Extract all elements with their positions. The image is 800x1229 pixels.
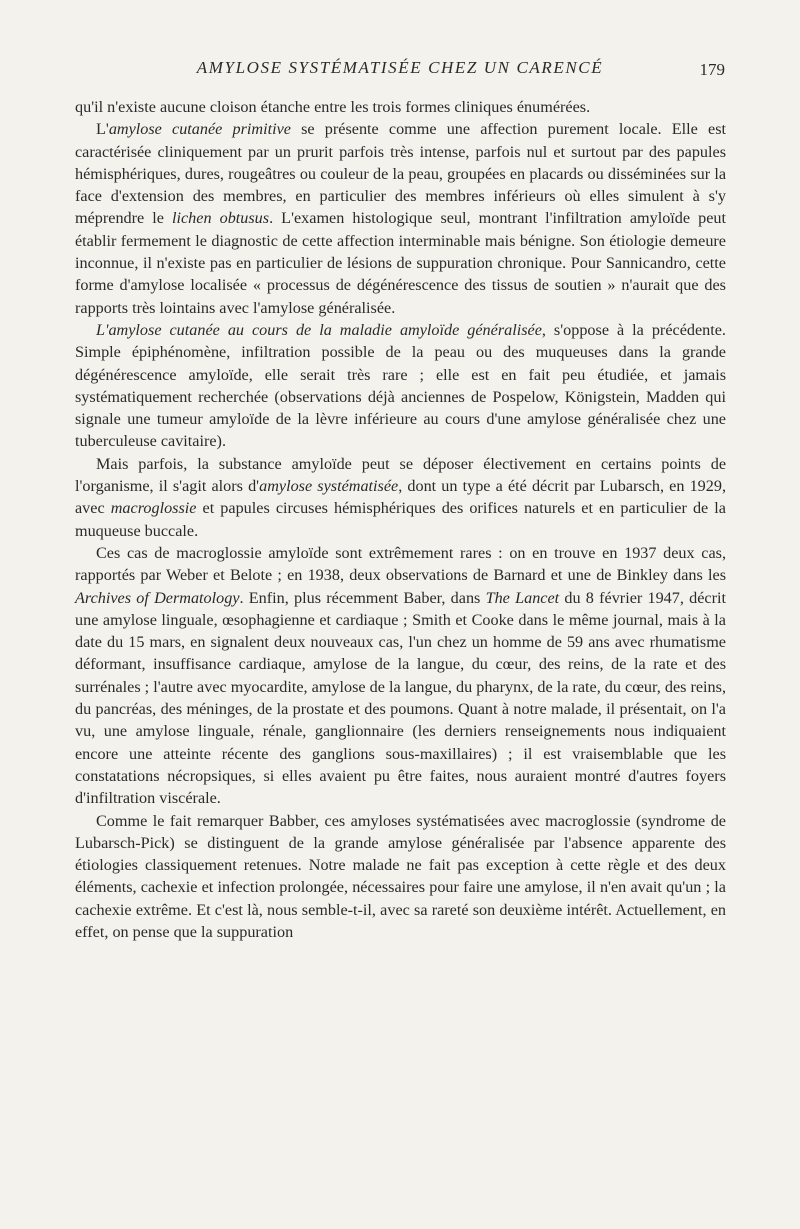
italic-term: The Lancet	[485, 588, 560, 607]
italic-term: amylose systématisée	[259, 477, 399, 496]
text-segment: L'	[96, 120, 109, 139]
text-segment: Comme le fait remarquer Babber, ces amyloses systématisées avec macroglossie (syndrome de Lubarsch-Pick) se distinguent de la grande amylose généralisée par l'absence apparente des étiologies classiquement retenues. Notre malade ne fait pas exception à cette règle et des deux éléments, cachexie et infection prolongée, nécessaires pour faire une amylose, il n'en avait qu'un ; la cachexie extrême. Et c'est là, nous semble-t-il, avec sa rareté son deuxième intérêt. Actuellement, en effet, on pense que la suppuration	[75, 811, 726, 941]
body-text	[75, 96, 726, 943]
text-segment: du 8 février 1947, décrit une amylose linguale, œsophagienne et cardiaque ; Smith et Cooke dans le même journal, mais à la date du 15 mars, en signalent deux nouveaux cas, l'un chez un homme de 59 ans avec rhumatisme déformant, insuffisance cardiaque, amylose de la langue, du cœur, des reins, de la rate et des surrénales ; l'autre avec myocardite, amylose de la langue, du pharynx, de la rate, du cœur, des reins, du pancréas, des méninges, de la prostate et des poumons. Quant à notre malade, il présentait, on l'a vu, une amylose linguale, rénale, ganglionnaire (les derniers renseignements nous indiquaient encore une atteinte récente des ganglions sous-maxillaires) ; il est vraisemblable que les constatations nécropsiques, si elles avaient pu être faites, nous auraient montré d'autres foyers d'infiltration viscérale.	[75, 588, 727, 808]
paragraph-2	[75, 118, 726, 319]
text-segment: Mais parfois, la substance amyloïde peut se déposer électivement en certains points de l'organisme, il s'agit alors d'	[75, 454, 726, 496]
italic-term: macroglossie	[110, 499, 197, 518]
italic-term: amylose cutanée primitive	[108, 120, 291, 139]
text-segment: . Enfin, plus récemment Baber, dans	[239, 588, 486, 607]
italic-term: L'amylose cutanée au cours de la maladie amyloïde généralisée	[96, 320, 542, 339]
paragraph-4	[75, 453, 726, 542]
text-segment: , s'oppose à la précédente. Simple épiphénomène, infiltration possible de la peau ou des muqueuses dans la grande dégénérescence amyloïde, elle serait très rare ; elle est en fait peu étudiée, et jamais systématiquement recherchée (observations déjà anciennes de Pospelow, Königstein, Madden qui signale une tumeur amyloïde de la lèvre inférieure au cours d'une amylose généralisée chez une tuberculeuse cavitaire).	[75, 320, 726, 451]
page-number: 179	[699, 60, 725, 79]
running-title: AMYLOSE SYSTÉMATISÉE CHEZ UN CARENCÉ	[196, 58, 604, 77]
paragraph-3	[75, 319, 726, 453]
text-segment: se présente comme une affection purement locale. Elle est caractérisée cliniquement par un prurit parfois très intense, parfois nul et surtout par des papules hémisphériques, dures, rougeâtres ou couleur de la peau, groupées en placards ou disséminées sur la face d'extension des membres, en particulier des membres inférieurs où elles simulent à s'y méprendre le	[75, 120, 726, 228]
text-segment: Ces cas de macroglossie amyloïde sont extrêmement rares : on en trouve en 1937 deux cas, rapportés par Weber et Belote ; en 1938, deux observations de Barnard et une de Binkley dans les	[75, 543, 726, 585]
text-segment: , dont un type a été décrit par Lubarsch, en 1929, avec	[75, 477, 726, 518]
paragraph-1	[75, 96, 726, 118]
italic-term: lichen obtusus	[172, 209, 270, 228]
paragraph-6	[75, 810, 726, 944]
paragraph-5	[75, 542, 726, 810]
text-segment: et papules circuses hémisphériques des orifices naturels et en particulier de la muqueuse buccale.	[75, 499, 726, 540]
italic-term: Archives of Dermatology	[75, 588, 240, 607]
page-header	[75, 58, 725, 94]
text-segment: . L'examen histologique seul, montrant l'infiltration amyloïde peut établir fermement le diagnostic de cette affection interminable mais bénigne. Son étiologie demeure inconnue, il n'existe pas en particulier de lésions de suppuration chronique. Pour Sannicandro, cette forme d'amylose localisée « processus de dégénérescence des tissus de soutien » n'aurait que des rapports très lointains avec l'amylose généralisée.	[75, 209, 726, 317]
text-segment: qu'il n'existe aucune cloison étanche entre les trois formes cliniques énumérées.	[75, 98, 591, 116]
